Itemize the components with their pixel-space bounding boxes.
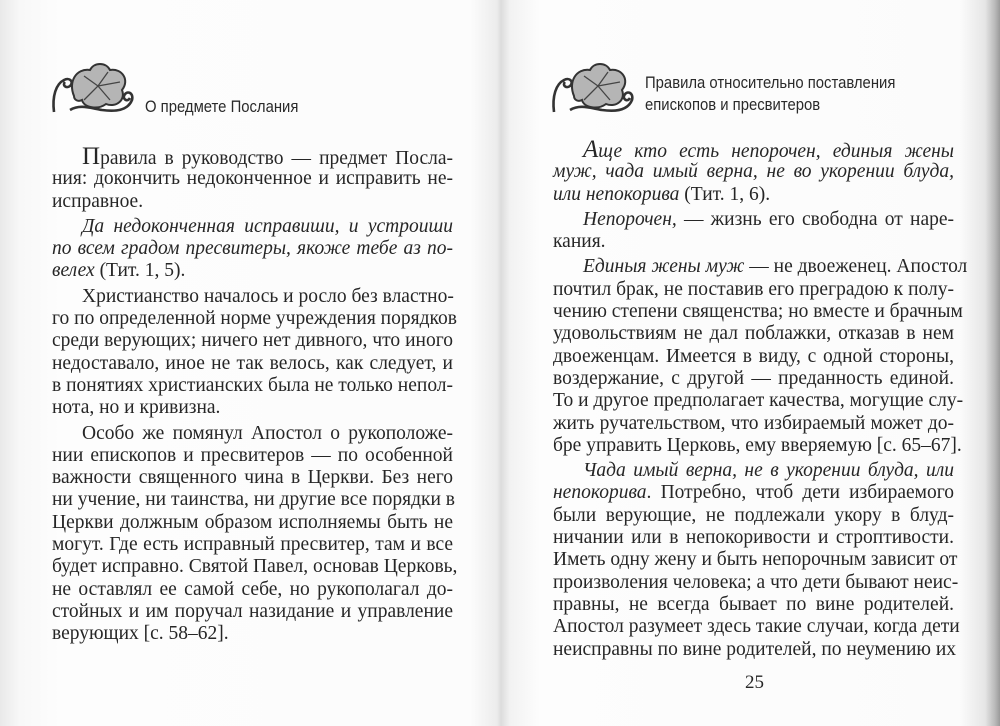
- text-segment: были верующие, не подлежали укору в блуд-: [553, 504, 954, 526]
- text-line: [52, 623, 453, 645]
- text-line: [553, 256, 968, 278]
- text-segment: (Тит. 1, 6).: [679, 183, 771, 205]
- text-line: [52, 168, 453, 190]
- text-segment: Церкви должным образом исполняемы быть не: [52, 511, 453, 533]
- text-segment: То и другое предполагает качества, могущие слу-: [553, 390, 964, 412]
- text-line: [553, 346, 954, 368]
- text-segment: П: [82, 143, 101, 170]
- text-segment: жить ручательством, что избираемый может до-: [553, 412, 954, 434]
- text-segment: кания.: [553, 231, 606, 253]
- text-line: [553, 323, 954, 345]
- text-line: [52, 512, 453, 534]
- text-segment: Апостол разумеет здесь такие случаи, когда дети: [553, 616, 960, 638]
- text-segment: недоставало, иное не так велось, как следует, и: [52, 352, 453, 374]
- text-segment: чению степени священства; но вместе и брачным: [553, 301, 963, 323]
- text-segment: почтил брак, не поставив его преградою к полу-: [553, 278, 954, 300]
- text-line: [553, 390, 964, 412]
- page-number: 25: [745, 672, 764, 693]
- text-segment: бре управить Церковь, ему вверяемую [с. 65–67].: [553, 434, 962, 456]
- text-line: [553, 279, 954, 301]
- italic-text: муж, чада имый верна, не во укорении блуда,: [553, 161, 954, 183]
- text-line: [52, 260, 453, 282]
- text-line: [553, 482, 954, 504]
- text-segment: ни учение, ни таинства, ни другие все порядки в: [52, 489, 456, 511]
- text-segment: важности священного чина в Церкви. Без него: [52, 467, 453, 489]
- text-line: [52, 191, 453, 213]
- text-line: [52, 579, 453, 601]
- text-segment: стойных и им поручал назидание и управление: [52, 600, 453, 622]
- text-line: [553, 161, 954, 183]
- text-line: [52, 238, 453, 260]
- paragraph: [553, 256, 968, 457]
- text-line: [52, 445, 453, 467]
- text-line: [52, 216, 453, 238]
- text-segment: произволения человека; а что дети бывают неис-: [553, 571, 959, 593]
- text-segment: — жизнь его свободна от наре-: [676, 208, 954, 230]
- heading-line: епископов и пресвитеров: [645, 96, 821, 114]
- text-line: [52, 556, 458, 578]
- right-page-body: [553, 136, 968, 664]
- left-page-heading: [145, 96, 298, 118]
- text-segment: (Тит. 1, 5).: [94, 260, 186, 282]
- text-segment: двоеженцам. Имеется в виду, с одной стороны,: [553, 345, 954, 367]
- text-line: [553, 505, 954, 527]
- italic-text: А: [583, 136, 599, 163]
- text-line: [52, 601, 453, 623]
- paragraph: [52, 216, 453, 283]
- italic-text: по всем градом пресвитеры, якоже тебе аз по-: [52, 238, 453, 260]
- leaf-ornament-icon: [550, 60, 636, 114]
- text-line: [52, 353, 453, 375]
- text-segment: — не двоеженец. Апостол: [744, 256, 968, 278]
- text-line: [553, 594, 954, 616]
- italic-text: непокорива: [553, 482, 647, 504]
- text-line: [553, 231, 954, 253]
- text-line: [52, 330, 453, 352]
- text-line: [52, 375, 453, 397]
- text-segment: . Потребно, чтоб дети избираемого: [646, 482, 954, 504]
- text-segment: в понятиях христианских была не только непол-: [52, 374, 454, 396]
- paragraph: [52, 422, 458, 646]
- text-line: [553, 301, 963, 323]
- text-line: [52, 489, 456, 511]
- italic-text: Непорочен,: [583, 208, 677, 230]
- text-segment: Иметь одну жену и быть непорочным зависит от: [553, 549, 958, 571]
- paragraph: [52, 143, 453, 213]
- paragraph: [553, 460, 960, 661]
- text-segment: верующих [с. 58–62].: [52, 623, 229, 645]
- text-line: [553, 184, 954, 206]
- text-line: [52, 286, 453, 308]
- text-line: [553, 616, 960, 638]
- text-line: [553, 413, 954, 435]
- text-segment: Особо же помянул Апостол о рукоположе-: [82, 422, 453, 444]
- text-line: [52, 143, 453, 170]
- text-line: [52, 534, 453, 556]
- heading-line: О предмете Послания: [145, 98, 299, 116]
- text-line: [553, 638, 957, 661]
- italic-text: ще кто есть непорочен, единыя жены: [598, 141, 954, 162]
- text-line: [52, 308, 457, 330]
- text-segment: среди верующих; ничего нет дивного, что иного: [52, 330, 453, 352]
- text-line: [553, 549, 958, 571]
- text-line: [553, 368, 954, 390]
- italic-text: или непокорива: [553, 183, 680, 205]
- left-page-body: [52, 143, 458, 649]
- text-segment: правны, не всегда бывает по вине родителей.: [553, 593, 954, 615]
- paragraph: [553, 136, 954, 206]
- text-line: [553, 460, 954, 482]
- text-segment: равила в руководство — предмет Посла-: [100, 148, 453, 169]
- text-segment: могут. Где есть исправный пресвитер, там и все: [52, 534, 453, 556]
- text-segment: нота, но и кривизна.: [52, 397, 221, 419]
- text-segment: ния: докончить недоконченное и исправить не-: [52, 168, 453, 190]
- paragraph: [52, 285, 457, 420]
- text-segment: Христианство началось и росло без властно-: [82, 285, 454, 307]
- text-line: [553, 434, 962, 457]
- text-line: [52, 467, 453, 489]
- text-line: [52, 397, 453, 419]
- text-line: [553, 571, 959, 594]
- text-segment: не оставлял ее самой себе, но рукополагал до-: [52, 578, 453, 600]
- text-segment: удовольствиям не дал поблажки, отказав в нем: [553, 323, 954, 345]
- right-page-heading: [645, 72, 895, 116]
- text-segment: неисправны по вине родителей, по неумению их: [553, 638, 957, 660]
- leaf-ornament-icon: [50, 60, 136, 114]
- italic-text: Да недоконченная исправиши, и устроиши: [82, 215, 453, 237]
- heading-line: Правила относительно поставления: [645, 74, 896, 92]
- text-segment: ничании или в непокоривости и строптивости.: [553, 527, 954, 549]
- italic-text: Единыя жены муж: [583, 256, 745, 278]
- text-segment: воздержание, с другой — преданность единой.: [553, 367, 954, 389]
- text-segment: го по определенной норме учреждения порядков: [52, 308, 457, 330]
- italic-text: Чада имый верна, не в укорении блуда, или: [583, 460, 954, 482]
- text-line: [553, 136, 954, 163]
- italic-text: велех: [52, 260, 95, 282]
- text-segment: нии епископов и пресвитеров — по особенной: [52, 444, 453, 466]
- text-line: [553, 527, 954, 549]
- text-segment: исправное.: [52, 190, 144, 212]
- text-segment: будет исправно. Святой Павел, основав Церковь,: [52, 556, 458, 578]
- paragraph: [553, 209, 954, 254]
- text-line: [52, 423, 453, 445]
- text-line: [553, 209, 954, 231]
